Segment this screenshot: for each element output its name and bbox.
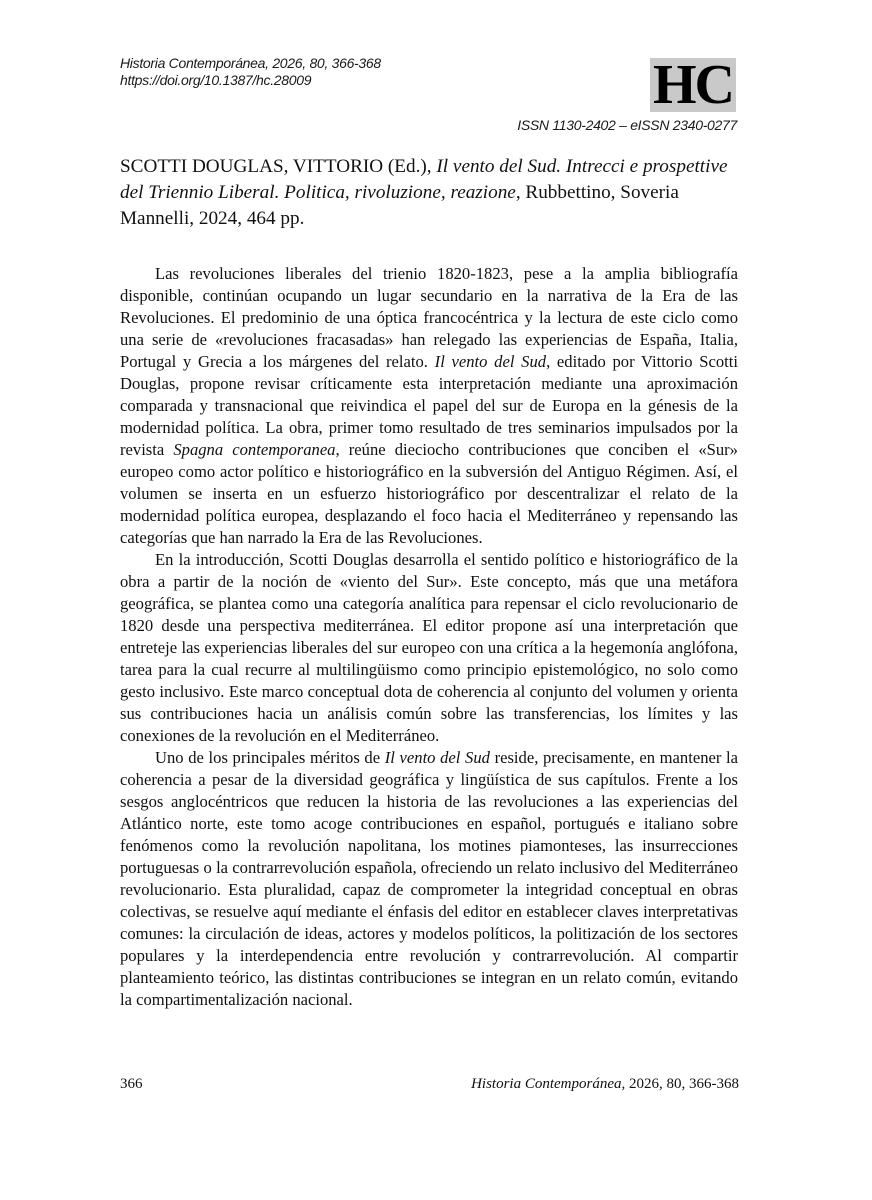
book-title-italic: Il vento del Sud (434, 352, 547, 371)
journal-title-italic: Spagna contemporanea (173, 440, 336, 459)
paragraph-text: reside, precisamente, en mantener la coherencia a pesar de la diversidad geográfica y lingüística de sus capítulos. Frente a los sesgos anglocéntricos que reducen la historia de las revoluciones a las experiencias del Atlántico norte, este tomo acoge contribuciones en español, portugués e italiano sobre fenómenos como la revolución napolitana, los motines piamonteses, las insurrecciones portuguesas o la contrarrevolución española, ofreciendo un relato inclusivo del Mediterráneo revolucionario. Esta pluralidad, capaz de comprometer la integridad conceptual en obras colectivas, se resuelve aquí mediante el énfasis del editor en establecer claves interpretativas comunes: la circulación de ideas, actores y modelos políticos, la politización de los sectores populares y la interdependencia entre revolución y contrarrevolución. Al compartir planteamiento teórico, las distintas contribuciones se integran en un relato común, evitando la compartimentalización nacional. (120, 748, 739, 1009)
issn-line: ISSN 1130-2402 – eISSN 2340-0277 (517, 117, 737, 133)
paragraph-text: , editado por Vittorio Scotti Douglas, propone revisar críticamente esta interpretación mediante una aproximación comparada y transnacional que reivindica el papel del sur de Europa en la génesis de la modernidad política. La obra, primer tomo resultado de tres seminarios impulsados por la revista (120, 352, 738, 459)
paragraph-2: En la introducción, Scotti Douglas desarrolla el sentido político e historiográfico de la obra a partir de la noción de «viento del Sur». Este concepto, más que una metáfora geográfica, se plantea como una categoría analítica para repensar el ciclo revolucionario de 1820 desde una perspectiva mediterránea. El editor propone así una interpretación que entreteje las experiencias liberales del sur europeo con una crítica a la hegemonía anglófona, tarea para la cual recurre al multilingüismo como principio epistemológico, no solo como gesto inclusivo. Este marco conceptual dota de coherencia al conjunto del volumen y orienta sus contribuciones hacia un análisis común sobre las transferencias, los límites y las conexiones de la revolución en el Mediterráneo. (120, 550, 738, 745)
reference-publisher: , Rubbettino, Soveria Mannelli, 2024, 464 pp. (120, 182, 679, 229)
doi-link[interactable]: https://doi.org/10.1387/hc.28009 (120, 72, 312, 88)
review-body (120, 263, 738, 1011)
footer-citation (471, 1076, 739, 1093)
paragraph-text: Las revoluciones liberales del trienio 1820-1823, pese a la amplia bibliografía disponible, continúan ocupando un lugar secundario en la narrativa de la Era de las Revoluciones. El predominio de una óptica francocéntrica y la lectura de este ciclo como una serie de «revoluciones fracasadas» han relegado las experiencias de España, Italia, Portugal y Grecia a los márgenes del relato. (120, 264, 738, 371)
reference-author: SCOTTI DOUGLAS, VITTORIO (Ed.), (120, 156, 437, 177)
journal-logo: HC (650, 58, 736, 112)
book-reference (120, 154, 740, 232)
paragraph-text: Uno de los principales méritos de (155, 748, 385, 767)
footer-journal-name: Historia Contemporánea, (471, 1076, 626, 1092)
journal-header (120, 55, 381, 89)
reference-title: Il vento del Sud. Intrecci e prospettive del Triennio Liberal. Politica, rivoluzione, reazione (120, 156, 728, 203)
page-number: 366 (120, 1076, 143, 1092)
book-title-italic: Il vento del Sud (384, 748, 490, 767)
paragraph-3 (120, 747, 738, 1011)
paragraph-text: , reúne dieciocho contribuciones que conciben el «Sur» europeo como actor político e historiográfico en la subversión del Antiguo Régimen. Así, el volumen se inserta en un esfuerzo historiográfico por descentralizar el relato de la modernidad política europea, desplazando el foco hacia el Mediterráneo y repensando las categorías que han narrado la Era de las Revoluciones. (120, 440, 738, 547)
journal-citation-line: Historia Contemporánea, 2026, 80, 366-368 (120, 55, 381, 71)
footer-issue: 2026, 80, 366-368 (625, 1076, 739, 1092)
paragraph-1 (120, 263, 738, 549)
